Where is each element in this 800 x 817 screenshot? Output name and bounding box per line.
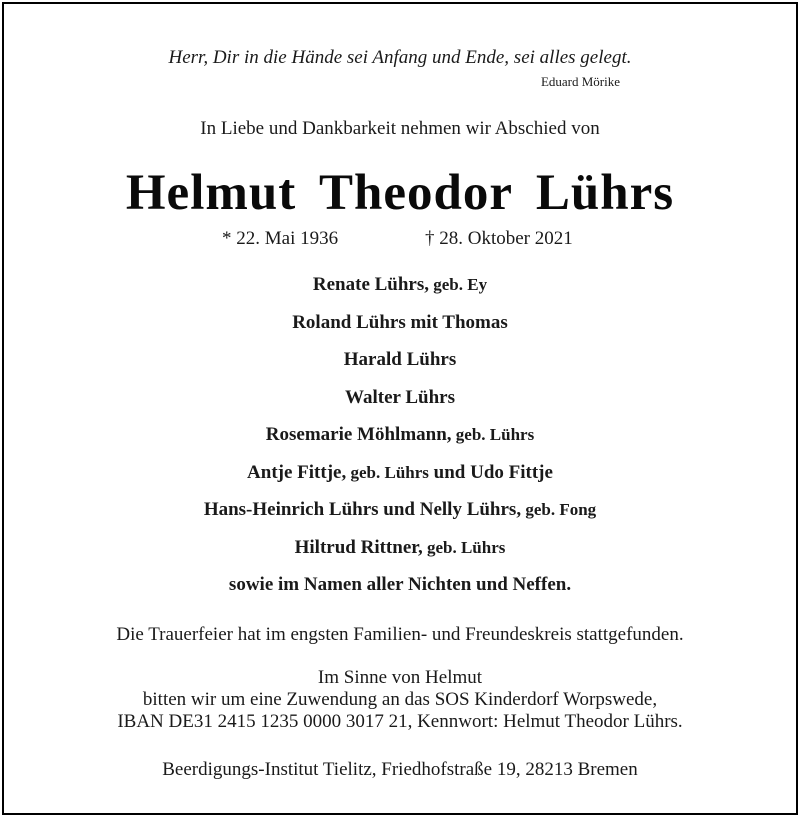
funeral-home: Beerdigungs-Institut Tielitz, Friedhofstraße 19, 28213 Bremen <box>162 759 638 780</box>
obituary-notice <box>2 2 798 815</box>
death-date: † 28. Oktober 2021 <box>425 228 573 249</box>
donation-line: bitten wir um eine Zuwendung an das SOS Kinderdorf Worpswede, <box>142 689 658 710</box>
mourners-list <box>4 274 796 612</box>
mourner-line: Renate Lührs, geb. Ey <box>312 274 488 295</box>
mourner-line: sowie im Namen aller Nichten und Neffen. <box>228 574 572 595</box>
intro-text: In Liebe und Dankbarkeit nehmen wir Abschied von <box>200 118 600 139</box>
donation-line: Im Sinne von Helmut <box>317 667 483 688</box>
mourner-line: Hans-Heinrich Lührs und Nelly Lührs, geb. Fong <box>203 499 597 520</box>
mourner-line: Rosemarie Möhlmann, geb. Lührs <box>265 424 535 445</box>
mourner-line: Roland Lührs mit Thomas <box>292 311 508 333</box>
mourner-line: Walter Lührs <box>345 386 455 408</box>
birth-date: * 22. Mai 1936 <box>222 228 339 249</box>
donation-request <box>4 667 796 733</box>
deceased-name: Helmut Theodor Lührs <box>125 165 675 221</box>
motto-author: Eduard Mörike <box>540 74 620 89</box>
mourner-line: Hiltrud Rittner, geb. Lührs <box>294 536 506 558</box>
donation-line: IBAN DE31 2415 1235 0000 3017 21, Kennwort: Helmut Theodor Lührs. <box>117 711 683 732</box>
motto-quote: Herr, Dir in die Hände sei Anfang und Ende, sei alles gelegt. <box>168 47 632 68</box>
mourner-line: Harald Lührs <box>343 349 457 370</box>
ceremony-note: Die Trauerfeier hat im engsten Familien- und Freundeskreis stattgefunden. <box>116 624 684 645</box>
mourner-line: Antje Fittje, geb. Lührs und Udo Fittje <box>247 461 553 483</box>
